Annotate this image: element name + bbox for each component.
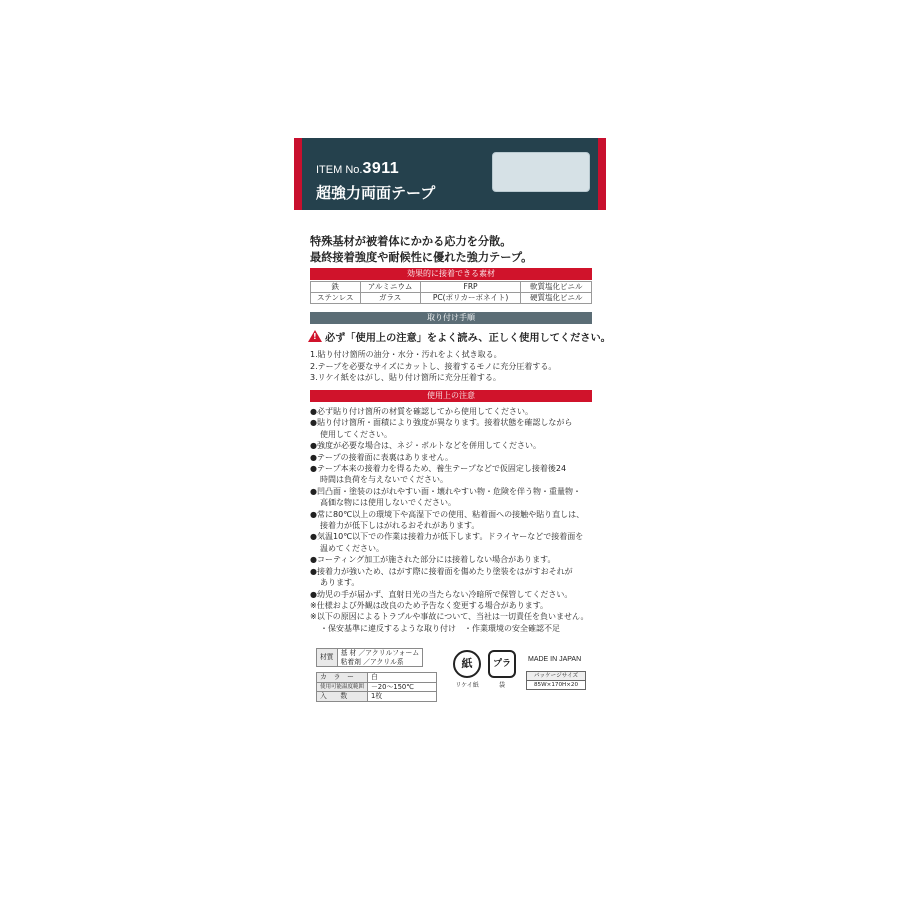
temp-value: －20～150℃: [368, 682, 437, 692]
item-number-value: 3911: [362, 160, 400, 177]
list-item: あります。: [320, 578, 360, 588]
procedure-heading: 取り付け手順: [310, 312, 592, 324]
warning-mark: !: [313, 332, 317, 341]
paper-recycle-mark: [452, 650, 482, 689]
table-row: [317, 649, 423, 667]
color-label: カ ラ ー: [317, 673, 368, 683]
warning-text: 必ず「使用上の注意」をよく読み、正しく使用してください。: [325, 333, 611, 344]
table-cell: 軟質塩化ビニル: [521, 282, 592, 293]
list-item: ●貼り付け箇所・面積により強度が異なります。接着状態を確認しながら: [310, 418, 573, 428]
price-label-area: [492, 152, 590, 192]
plastic-recycle-caption: 袋: [498, 682, 505, 689]
table-row: [317, 673, 437, 683]
list-item: 接着力が低下しはがれるおそれがあります。: [320, 521, 480, 531]
list-item: 温めてください。: [320, 543, 384, 553]
list-item: ●コーティング加工が施された部分には接着しない場合があります。: [310, 555, 556, 565]
lead-text: [310, 234, 532, 266]
procedure-steps: [310, 349, 556, 384]
list-item: ●凹凸面・塗装のはがれやすい面・壊れやすい物・危険を伴う物・重量物・: [310, 486, 581, 496]
package-size-box: [526, 671, 586, 690]
lead-line-1: 特殊基材が被着体にかかる応力を分散。: [310, 235, 512, 248]
material-values: [337, 649, 423, 667]
table-cell: PC(ポリカーボネイト): [420, 293, 521, 304]
qty-value: 1枚: [368, 692, 437, 702]
table-row: [317, 692, 437, 702]
product-title: 超強力両面テープ: [316, 184, 436, 202]
warning-icon: [308, 330, 322, 342]
materials-heading: 効果的に接着できる素材: [310, 268, 592, 280]
table-cell: FRP: [420, 282, 521, 293]
header-left-stripe: [294, 138, 302, 210]
list-item: 時間は負荷を与えないでください。: [320, 475, 448, 485]
table-cell: ステンレス: [311, 293, 361, 304]
paper-recycle-icon: 紙: [453, 650, 481, 678]
table-row: [311, 282, 592, 293]
table-cell: ガラス: [360, 293, 420, 304]
table-cell: 鉄: [311, 282, 361, 293]
qty-label: 入 数: [317, 692, 368, 702]
made-in-label: MADE IN JAPAN: [528, 656, 582, 663]
list-item: ●幼児の手が届かず、直射日光の当たらない冷暗所で保管してください。: [310, 589, 573, 599]
list-item: 3.リケイ紙をはがし、貼り付け箇所に充分圧着する。: [310, 373, 501, 382]
list-item: ●必ず貼り付け箇所の材質を確認してから使用してください。: [310, 407, 533, 416]
spec-block: [316, 648, 437, 702]
lead-line-2: 最終接着強度や耐候性に優れた強力テープ。: [310, 251, 533, 264]
list-item: 1.貼り付け箇所の油分・水分・汚れをよく拭き取る。: [310, 350, 502, 359]
cautions-heading: 使用上の注意: [310, 390, 592, 402]
list-item: ●テープの接着面に表裏はありません。: [310, 452, 454, 462]
color-value: 白: [368, 673, 437, 683]
material-adhesive: 粘着剤 ／アクリル系: [340, 657, 404, 666]
list-item: ●テープ本来の接着力を得るため、養生テープなどで仮固定し接着後24: [310, 464, 567, 474]
table-cell: アルミニウム: [360, 282, 420, 293]
item-prefix: ITEM No.: [316, 164, 363, 176]
materials-table: [310, 281, 592, 304]
item-number: [316, 160, 399, 178]
paper-recycle-caption: リケイ紙: [455, 682, 479, 689]
material-spec-table: [316, 648, 423, 667]
list-item: ※以下の原因によるトラブルや事故について、当社は一切責任を負いません。: [310, 612, 589, 622]
temp-label: 使用可能温度範囲: [317, 682, 368, 692]
plastic-recycle-mark: [487, 650, 517, 689]
material-label: 材質: [317, 649, 338, 667]
list-item: 使用してください。: [320, 429, 392, 439]
spec-table: [316, 672, 437, 702]
list-item: ●強度が必要な場合は、ネジ・ボルトなどを併用してください。: [310, 441, 541, 451]
plastic-recycle-icon: プラ: [488, 650, 516, 678]
list-item: 2.テープを必要なサイズにカットし、接着するモノに充分圧着する。: [310, 361, 557, 371]
list-item: ・保安基準に違反するような取り付け ・作業環境の安全確認不足: [320, 623, 560, 633]
cautions-list: [310, 406, 600, 634]
package-size-label: パッケージサイズ: [527, 672, 585, 681]
table-cell: 硬質塩化ビニル: [521, 293, 592, 304]
package-size-value: 85W×170H×20: [533, 682, 579, 688]
table-row: [317, 682, 437, 692]
header-right-stripe: [598, 138, 606, 210]
material-base: 基 材 ／アクリルフォーム: [340, 649, 420, 657]
list-item: ●常に80℃以上の環境下や高湿下での使用、粘着面への接触や貼り直しは、: [310, 509, 585, 519]
product-card: [294, 138, 611, 710]
list-item: ●気温10℃以下での作業は接着力が低下します。ドライヤーなどで接着面を: [310, 532, 584, 542]
list-item: 高価な物には使用しないでください。: [320, 498, 456, 508]
warning-line: [308, 329, 611, 344]
product-header: [294, 138, 606, 210]
list-item: ※仕様および外観は改良のため予告なく変更する場合があります。: [310, 600, 549, 610]
list-item: ●接着力が強いため、はがす際に接着面を傷めたり塗装をはがすおそれが: [310, 566, 573, 576]
table-row: [311, 293, 592, 304]
